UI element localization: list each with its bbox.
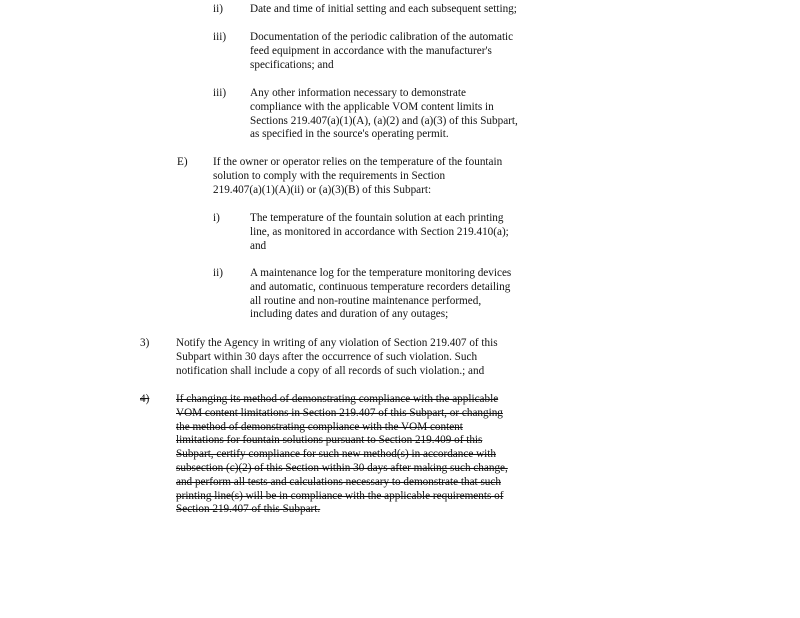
item-label: 3) bbox=[140, 337, 150, 349]
item-text: Notify the Agency in writing of any violation of Section 219.407 of this Subpart within 30 days after the occurrence of such violation. Such notification shall include a copy of all records of such violation.; and bbox=[176, 337, 498, 377]
item-label: ii) bbox=[213, 267, 223, 279]
item-text: Date and time of initial setting and each subsequent setting; bbox=[250, 3, 517, 15]
item-text: The temperature of the fountain solution at each printing line, as monitored in accordance with Section 219.410(a); and bbox=[250, 212, 509, 252]
item-text: Any other information necessary to demonstrate compliance with the applicable VOM content limits in Sections 219.407(a)(1)(A), (a)(2) and (a)(3) of this Subpart, as specified in the source's operating permit. bbox=[250, 87, 518, 141]
item-text-deleted: If changing its method of demonstrating compliance with the applicable VOM content limitations in Section 219.407 of this Subpart, or changing the method of demonstrating compliance with the VOM content limitations for fountain solutions pursuant to Section 219.409 of this Subpart, certify compliance for such new method(s) in accordance with subsection (c)(2) of this Section within 30 days after making such change, and perform all tests and calculations necessary to demonstrate that such printing line(s) will be in compliance with the applicable requirements of Section 219.407 of this Subpart. bbox=[176, 393, 508, 516]
item-text: If the owner or operator relies on the temperature of the fountain solution to comply with the requirements in Section 219.407(a)(1)(A)(ii) or (a)(3)(B) of this Subpart: bbox=[213, 156, 503, 196]
item-label: 4) bbox=[140, 393, 150, 405]
item-label: i) bbox=[213, 212, 220, 224]
item-text: A maintenance log for the temperature monitoring devices and automatic, continuous temperature recorders detailing all routine and non-routine maintenance performed, including dates and duration of any outages; bbox=[250, 267, 512, 321]
item-label: ii) bbox=[213, 3, 223, 15]
item-label: iii) bbox=[213, 87, 227, 99]
item-text: Documentation of the periodic calibration of the automatic feed equipment in accordance with the manufacturer's specifications; and bbox=[250, 31, 514, 71]
item-label: E) bbox=[177, 156, 188, 168]
item-label: iii) bbox=[213, 31, 227, 43]
